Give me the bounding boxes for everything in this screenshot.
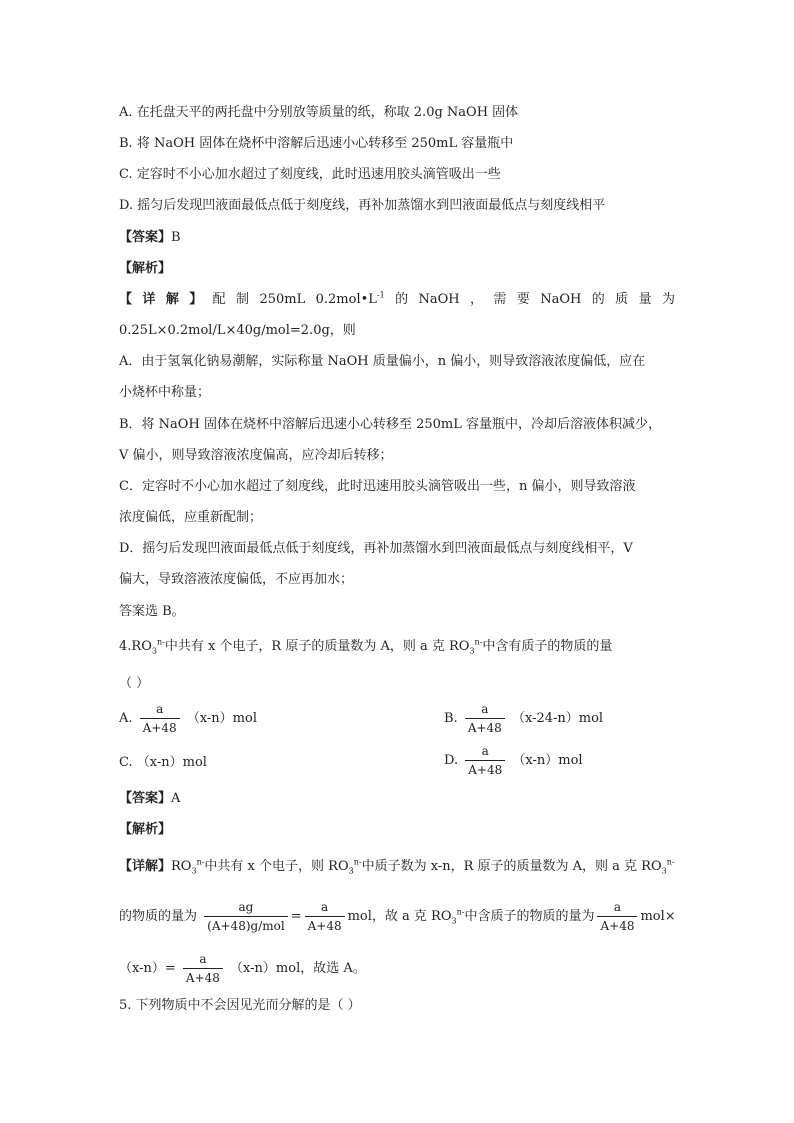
q4-analysis-label: 【解析】 (119, 822, 172, 837)
detail-text: 中质子数为 x-n，R 原子的质量数为 A，则 a 克 RO (361, 859, 662, 874)
q4-stem-subscript: 3 (151, 646, 157, 656)
q3-analysis-b-line2: V 偏小，则导致溶液浓度偏高，应冷却后转移； (119, 448, 393, 463)
q4-option-d (444, 744, 583, 777)
detail-token (316, 291, 385, 309)
answer-label: 【答案】 (119, 791, 172, 806)
superscript: n- (456, 907, 465, 917)
detail-label: 【详解】 (119, 859, 172, 874)
detail-superscript: -1 (376, 290, 385, 300)
option-label: B. (444, 711, 458, 726)
fraction (465, 744, 505, 777)
fraction (204, 900, 288, 933)
q3-option-d: D. 摇匀后发现凹液面最低点低于刻度线，再补加蒸馏水到凹液面最低点与刻度线相平 (119, 198, 606, 213)
detail-token: NaOH (540, 292, 582, 307)
fraction-denominator: A+48 (597, 916, 637, 933)
q3-analysis-c-line1: C．定容时不小心加水超过了刻度线，此时迅速用胶头滴管吸出一些，n 偏小，则导致溶液 (119, 479, 636, 494)
detail-token: 质 (615, 292, 629, 307)
q4-stem-mid: 中共有 x 个电子，R 原子的质量数为 A，则 a 克 RO (164, 639, 470, 654)
detail-text: mol× (640, 909, 676, 924)
fraction (597, 900, 637, 933)
fraction-numerator: a (481, 702, 489, 716)
subscript: 3 (191, 866, 197, 876)
q4-option-b (444, 702, 603, 735)
fraction-denominator: A+48 (305, 916, 345, 933)
q3-option-c: C. 定容时不小心加水超过了刻度线，此时迅速用胶头滴管吸出一些 (119, 167, 501, 182)
q4-stem-post: 中含有质子的物质的量 (482, 639, 613, 654)
q4-answer (119, 790, 180, 808)
q3-analysis-d-line2: 偏大，导致溶液浓度偏低，不应再加水； (119, 572, 354, 587)
detail-text: （x-n）= (119, 961, 176, 976)
option-tail: （x-n）mol (512, 753, 583, 768)
option-tail: （x-24-n）mol (511, 711, 604, 726)
detail-token: 配 (212, 292, 226, 307)
q3-option-b: B. 将 NaOH 固体在烧杯中溶解后迅速小心转移至 250mL 容量瓶中 (119, 136, 514, 151)
detail-token: 250mL (259, 292, 306, 307)
detail-token: 的 (591, 292, 605, 307)
fraction-denominator: A+48 (183, 968, 223, 985)
detail-token: 量 (638, 292, 652, 307)
superscript: n- (353, 857, 362, 867)
detail-text: 的物质的量为 (119, 909, 198, 924)
option-tail: （x-n）mol (186, 711, 257, 726)
option-label: A. (119, 711, 133, 726)
detail-text: （x-n）mol，故选 A。 (230, 961, 366, 976)
fraction-numerator: a (481, 744, 489, 758)
superscript: n- (196, 857, 205, 867)
detail-token: 解 (165, 292, 179, 307)
q3-analysis-a-line1: A．由于氢氧化钠易潮解，实际称量 NaOH 质量偏小，n 偏小，则导致溶液浓度偏低，应在 (119, 354, 646, 369)
q4-detail-line1 (119, 858, 675, 876)
q4-stem-superscript-2: n- (474, 637, 483, 647)
detail-token: 要 (516, 292, 530, 307)
option-label: D. (444, 753, 459, 768)
fraction-denominator: A+48 (140, 718, 180, 735)
fraction-numerator: a (156, 702, 164, 716)
detail-text: RO (171, 859, 192, 874)
detail-token: 【 (119, 292, 133, 307)
q5-stem: 5. 下列物质中不会因见光而分解的是（ ） (119, 998, 361, 1013)
q4-detail-line2 (119, 900, 676, 933)
q4-stem-superscript: n- (156, 637, 165, 647)
q4-option-a (119, 702, 257, 735)
answer-label: 【答案】 (119, 230, 172, 245)
detail-text: 中共有 x 个电子，则 RO (204, 859, 349, 874)
answer-value: A (171, 791, 181, 806)
detail-token: 需 (493, 292, 507, 307)
q3-conclusion: 答案选 B。 (119, 604, 185, 619)
answer-value: B (171, 230, 181, 245)
q4-paren: （ ） (119, 676, 150, 691)
subscript: 3 (451, 916, 457, 926)
fraction-denominator: A+48 (465, 718, 505, 735)
fraction-numerator: a (613, 900, 622, 914)
q3-analysis-b-line1: B．将 NaOH 固体在烧杯中溶解后迅速小心转移至 250mL 容量瓶中，冷却后溶液体积减少， (119, 417, 661, 432)
superscript: n- (666, 857, 675, 867)
q3-detail-line1 (119, 291, 675, 309)
detail-token: 制 (236, 292, 250, 307)
detail-token: NaOH (418, 292, 460, 307)
detail-token: ， (470, 292, 484, 307)
fraction-numerator: a (199, 952, 207, 966)
fraction-denominator: A+48 (465, 760, 505, 777)
detail-token: 为 (661, 292, 675, 307)
detail-text: mol，故 a 克 RO (347, 909, 452, 924)
fraction-numerator: ag (238, 900, 254, 914)
equals-sign: = (290, 909, 302, 924)
detail-text: 中含质子的物质的量为 (464, 909, 595, 924)
fraction (305, 900, 345, 933)
fraction (140, 702, 180, 735)
q3-analysis-d-line1: D．摇匀后发现凹液面最低点低于刻度线，再补加蒸馏水到凹液面最低点与刻度线相平，V (119, 541, 633, 556)
q4-detail-line3 (119, 952, 366, 985)
q3-detail-line2: 0.25L×0.2mol/L×40g/mol=2.0g，则 (119, 323, 356, 338)
q3-analysis-a-line2: 小烧杯中称量； (119, 385, 211, 400)
fraction (465, 702, 505, 735)
subscript: 3 (661, 866, 667, 876)
subscript: 3 (348, 866, 354, 876)
q3-answer (119, 229, 181, 247)
q3-analysis-label: 【解析】 (119, 261, 172, 276)
detail-token: 的 (395, 292, 409, 307)
detail-token: 】 (189, 292, 203, 307)
fraction (183, 952, 223, 985)
q3-analysis-c-line2: 浓度偏低，应重新配制； (119, 510, 263, 525)
q4-stem-subscript-2: 3 (469, 646, 475, 656)
q4-stem-pre: 4.RO (119, 639, 152, 654)
fraction-denominator: (A+48)g/mol (204, 916, 288, 933)
detail-token: 详 (142, 292, 156, 307)
q3-option-a: A. 在托盘天平的两托盘中分别放等质量的纸，称取 2.0g NaOH 固体 (119, 105, 519, 120)
q4-option-c: C. （x-n）mol (119, 755, 207, 770)
q4-stem (119, 638, 612, 656)
detail-token-text: 0.2mol•L (315, 292, 377, 307)
fraction-numerator: a (321, 900, 329, 914)
